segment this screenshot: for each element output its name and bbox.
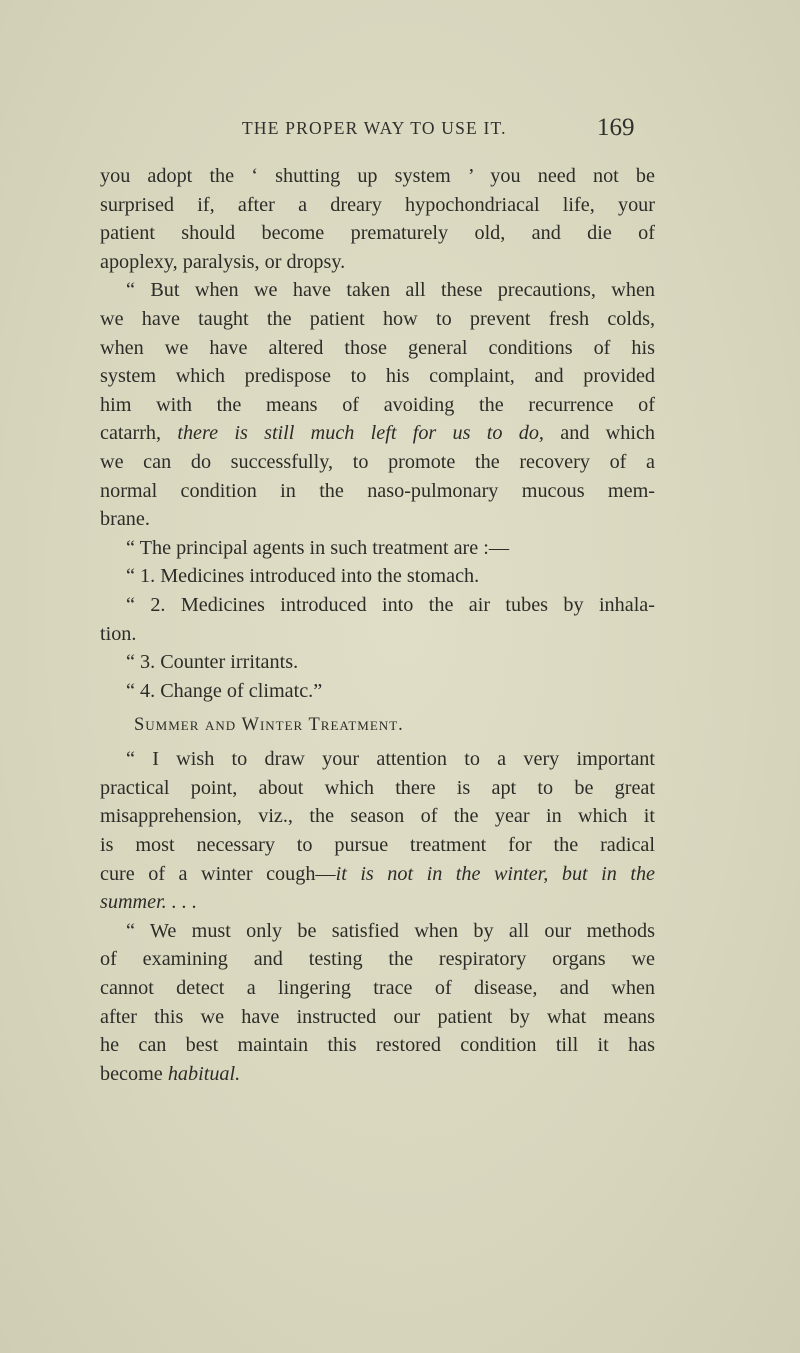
list-item: “ 4. Change of climatc.” (126, 679, 323, 702)
text-line: brane. (100, 508, 150, 531)
text-line: you adopt the ‘ shutting up system ’ you need not be (100, 165, 655, 187)
text-line (100, 419, 655, 448)
text-line: system which predispose to his complaint, and provided (100, 365, 655, 388)
text-line: after this we have instructed our patient by what means (100, 1005, 655, 1028)
italic-text: it is not in the winter, but in the (335, 862, 656, 885)
text-line: him with the means of avoiding the recurrence of (100, 393, 655, 416)
text-line: “ I wish to draw your attention to a very important (126, 748, 655, 771)
text-line: cannot detect a lingering trace of disease, and when (100, 977, 655, 1000)
list-item: “ 2. Medicines introduced into the air tubes by inhala- (126, 593, 655, 616)
italic-text: there is still much left for us to do, (177, 422, 544, 445)
text-run: become (100, 1062, 163, 1085)
text-line: apoplexy, paralysis, or dropsy. (100, 250, 346, 273)
text-line: patient should become prematurely old, and die of (100, 222, 655, 245)
list-item: “ 1. Medicines introduced into the stomach. (126, 565, 480, 588)
text-line: surprised if, after a dreary hypochondriacal life, your (100, 193, 655, 216)
running-head (0, 114, 800, 148)
list-intro: “ The principal agents in such treatment are :— (126, 536, 510, 559)
text-line: we can do successfully, to promote the recovery of a (100, 450, 655, 473)
text-run: catarrh, (100, 422, 162, 445)
list-item-continuation: tion. (100, 622, 137, 645)
text-line: misapprehension, viz., the season of the year in which it (100, 805, 655, 828)
section-heading: Summer and Winter Treatment. (134, 715, 404, 736)
text-line: “ We must only be satisfied when by all our methods (126, 919, 655, 942)
text-line (100, 860, 655, 889)
text-line (100, 1060, 655, 1089)
text-line: is most necessary to pursue treatment for the radical (100, 834, 655, 857)
text-line: we have taught the patient how to prevent fresh colds, (100, 307, 655, 330)
running-title: THE PROPER WAY TO USE IT. (242, 118, 507, 138)
body-text (100, 162, 655, 1088)
text-line: “ But when we have taken all these precautions, when (126, 279, 655, 302)
list-item: “ 3. Counter irritants. (126, 651, 299, 674)
text-line: normal condition in the naso-pulmonary mucous mem- (100, 479, 655, 502)
italic-text: habitual. (167, 1062, 241, 1085)
text-line: practical point, about which there is apt to be great (100, 776, 655, 799)
text-run: and which (560, 422, 656, 445)
text-line: of examining and testing the respiratory organs we (100, 948, 655, 971)
text-line: he can best maintain this restored condition till it has (100, 1034, 655, 1057)
text-line: when we have altered those general conditions of his (100, 336, 655, 359)
text-run: cure of a winter cough— (100, 862, 336, 885)
italic-text: summer. . . . (100, 891, 198, 914)
page-number: 169 (597, 114, 635, 141)
